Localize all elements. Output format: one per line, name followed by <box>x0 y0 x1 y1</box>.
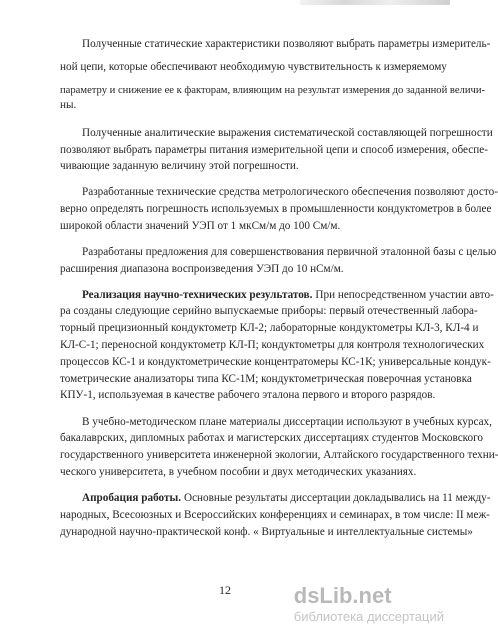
paragraph-5-line-7: КПУ-1, используемая в качестве рабочего эталона первого и второго разрядов. <box>60 389 436 401</box>
paragraph-5-line-1: Реализация научно-технических результатов. При непосредственном участии авто- <box>82 289 494 301</box>
paragraph-6-line-1: В учебно-методическом плане материалы диссертации используют в учебных курсах, <box>82 416 492 428</box>
watermark <box>294 585 444 625</box>
paragraph-2-line-1: Полученные аналитические выражения систематической составляющей погрешности <box>82 127 493 139</box>
paragraph-3-line-1: Разработанные технические средства метрологического обеспечения позволяют досто- <box>82 186 498 198</box>
scan-edge-mark <box>300 0 450 5</box>
watermark-subtitle: библиотека диссертаций <box>293 609 444 624</box>
section-heading-implementation: Реализация научно-технических результатов. <box>82 289 313 301</box>
paragraph-5-line-6: тометрические анализаторы типа КС-1М; кондуктометрическая поверочная установка <box>60 373 472 385</box>
paragraph-7-line-2: народных, Всесоюзных и Всероссийских конференциях и семинарах, в том числе: II меж- <box>60 509 490 521</box>
paragraph-7-line-1: Апробация работы. Основные результаты диссертации докладывались на 11 между- <box>82 492 491 504</box>
paragraph-7-line-3: дународной научно-практической конф. « Виртуальные и интеллектуальные системы» <box>60 526 473 538</box>
paragraph-1-line-2: ной цепи, которые обеспечивают необходимую чувствительность к измеряемому <box>60 61 447 73</box>
paragraph-1-line-4: ны. <box>60 99 77 111</box>
paragraph-5-line-5: процессов КС-1 и кондуктометрические концентратомеры КС-1К; универсальные кондук- <box>60 356 491 368</box>
paragraph-1-line-1: Полученные статические характеристики позволяют выбрать параметры измеритель- <box>82 38 491 50</box>
paragraph-1-line-3: параметру и снижение ее к факторам, влияющим на результат измерения до заданной величи- <box>60 85 486 96</box>
paragraph-6-line-2: бакалаврских, дипломных работах и магистерских диссертациях студентов Московского <box>60 432 484 444</box>
paragraph-2-line-3: чивающие заданную величину этой погрешности. <box>60 160 299 172</box>
paragraph-4-line-1: Разработаны предложения для совершенствования первичной эталонной базы с целью <box>82 246 497 258</box>
paragraph-6-line-4: ческого университета, в учебном пособии и двух методических указаниях. <box>60 466 417 478</box>
paragraph-5-line-3: торный прецизионный кондуктометр КЛ-2; лабораторные кондуктометры КЛ-3, КЛ-4 и <box>60 322 479 334</box>
watermark-logo: dsLib.net <box>293 583 392 608</box>
paragraph-2-line-2: позволяют выбрать параметры питания измерительной цепи и способ измерения, обеспе- <box>60 144 488 156</box>
paragraph-6-line-3: государственного университета инженерной экологии, Алтайского государственного техни- <box>60 449 498 461</box>
paragraph-4-line-2: расширения диапазона воспроизведения УЭП до 10 нСм/м. <box>60 263 344 275</box>
page-number: 12 <box>219 583 231 597</box>
paragraph-5-line-4: КЛ-С-1; переносной кондуктометр КЛ-П; кондуктометры для контроля технологических <box>60 339 485 351</box>
paragraph-3-line-3: широкой области значений УЭП от 1 мкСм/м до 100 См/м. <box>60 220 341 232</box>
paragraph-5-line-2: ра созданы следующие серийно выпускаемые приборы: первый отечественный лабора- <box>60 305 478 317</box>
paragraph-3-line-2: верно определять погрешность используемых в промышленности кондуктометров в более <box>60 203 492 215</box>
section-heading-approbation: Апробация работы. <box>82 492 182 504</box>
